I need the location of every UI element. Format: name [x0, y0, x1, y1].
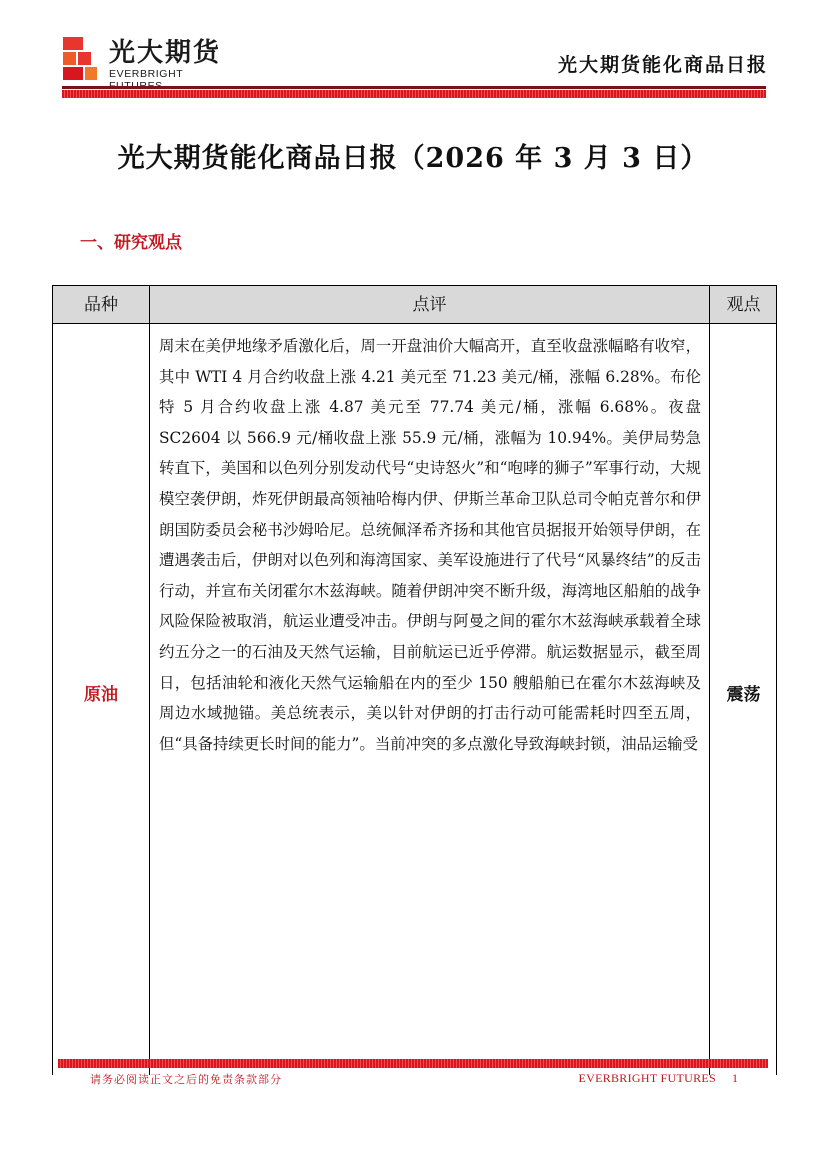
row-view: 震荡 [726, 685, 761, 705]
table-header-row [53, 286, 776, 324]
logo-chinese-name: 光大期货 [109, 38, 222, 68]
logo-english-name: EVERBRIGHT [109, 68, 184, 80]
footer-company: EVERBRIGHT FUTURES [578, 1071, 716, 1085]
header-divider-thin [62, 86, 766, 89]
footer-page-number: 1 [732, 1071, 738, 1085]
row-variety: 原油 [84, 685, 118, 705]
row-comment: 周末在美伊地缘矛盾激化后，周一开盘油价大幅高开，直至收盘涨幅略有收窄，其中 WTI 4 月合约收盘上涨 4.21 美元至 71.23 美元/桶，涨幅 6.28%。布伦特 5 月合约收盘上涨 4.87 美元至 77.74 美元/桶，涨幅 6.68%。夜盘 SC2604 以 566.9 元/桶收盘上涨 55.9 元/桶，涨幅为 10.94%。美伊局势急转直下，美国和以色列分别发动代号“史诗怒火”和“咆哮的狮子”军事行动，大规模空袭伊朗，炸死伊朗最高领袖哈梅内伊、伊斯兰革命卫队总司令帕克普尔和伊朗国防委员会秘书沙姆哈尼。总统佩泽希齐扬和其他官员据报开始领导伊朗，在遭遇袭击后，伊朗对以色列和海湾国家、美军设施进行了代号“风暴终结”的反击行动，并宣布关闭霍尔木兹海峡。随着伊朗冲突不断升级，海湾地区船舶的战争风险保险被取消，航运业遭受冲击。伊朗与阿曼之间的霍尔木兹海峡承载着全球约五分之一的石油及天然气运输，目前航运已近乎停滞。航运数据显示，截至周日，包括油轮和液化天然气运输船在内的至少 150 艘船舶已在霍尔木兹海峡及周边水域抛锚。美总统表示，美以针对伊朗的打击行动可能需耗时四至五周，但“具备持续更长时间的能力”。当前冲突的多点激化导致海峡封锁，油品运输受 [159, 337, 701, 753]
company-logo [63, 37, 233, 83]
research-table [52, 285, 777, 1075]
header-variety: 品种 [84, 295, 118, 315]
footer-divider [58, 1059, 768, 1068]
everbright-logo-icon [63, 37, 97, 81]
document-title: 光大期货能化商品日报（2026 年 3 月 3 日） [117, 143, 709, 174]
header-divider-thick [62, 90, 766, 98]
header-divider [62, 86, 766, 98]
header-comment: 点评 [412, 295, 447, 315]
section-title: 一、研究观点 [80, 233, 182, 253]
footer-disclaimer: 请务必阅读正文之后的免责条款部分 [90, 1073, 282, 1086]
header-view: 观点 [726, 295, 761, 315]
header-report-title: 光大期货能化商品日报 [557, 54, 768, 76]
table-column-divider [149, 286, 150, 1075]
